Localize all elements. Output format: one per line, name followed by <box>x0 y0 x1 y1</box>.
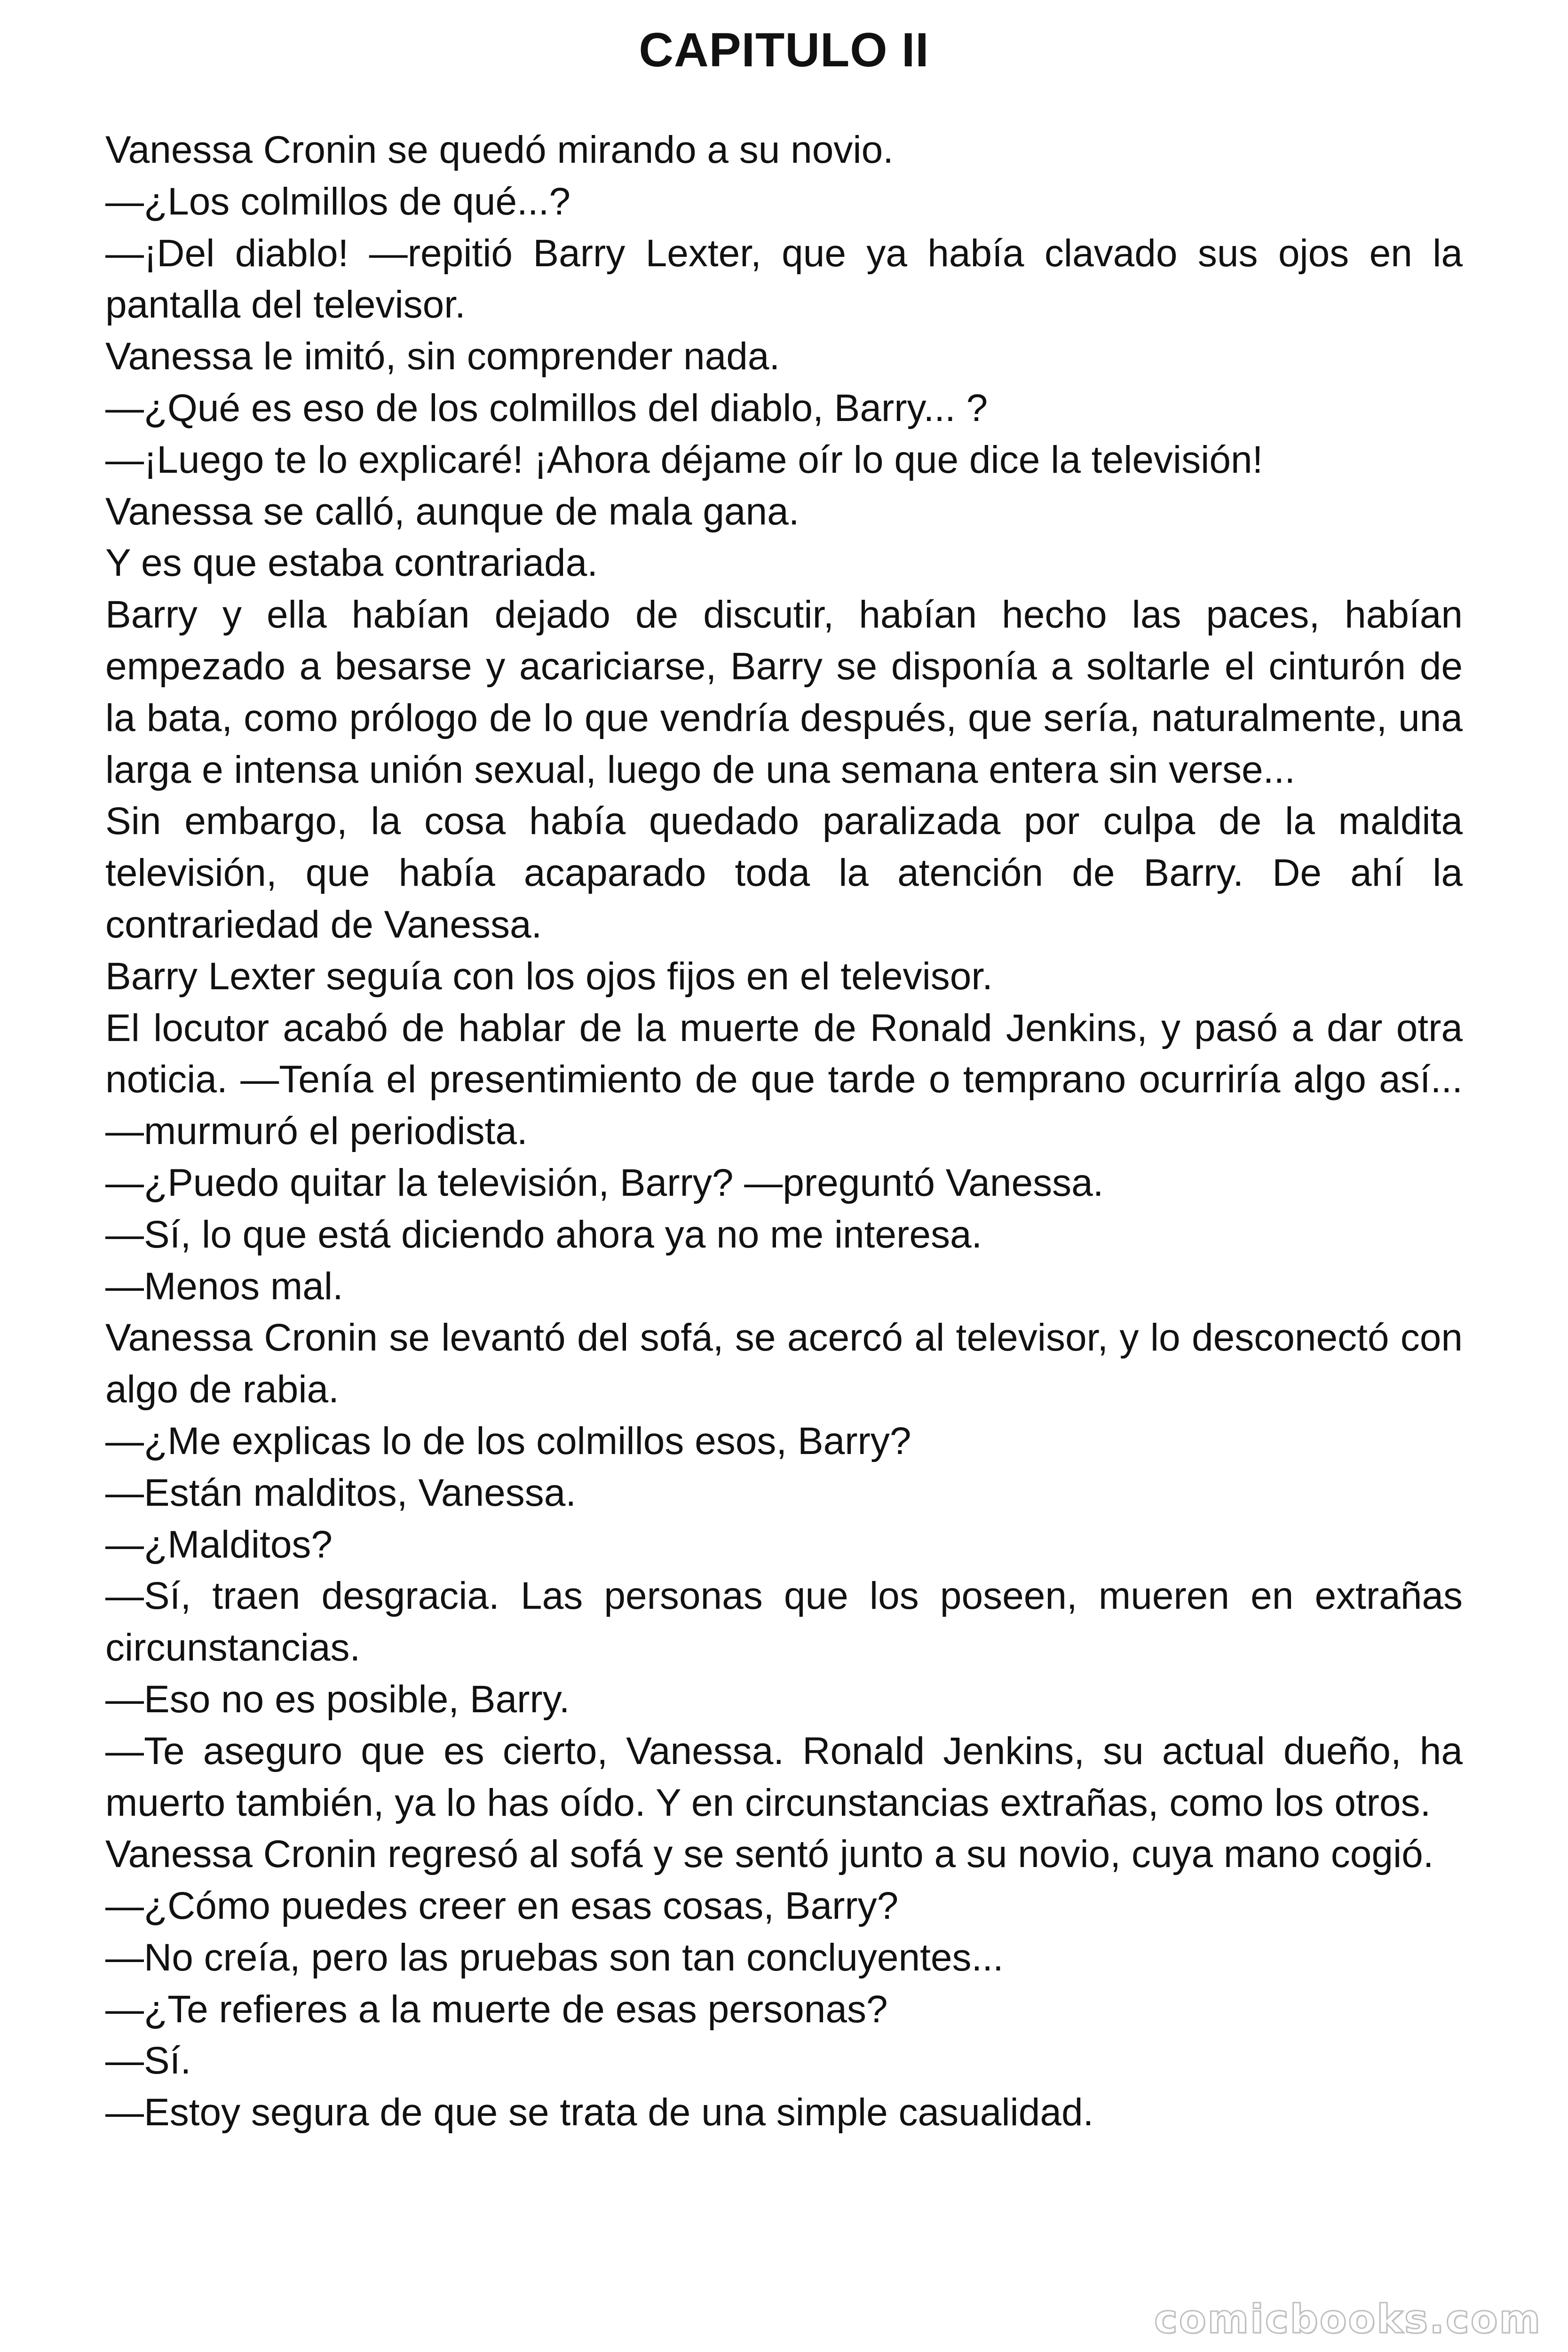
paragraph: Vanessa Cronin regresó al sofá y se sentó junto a su novio, cuya mano cogió. <box>105 1833 1434 1876</box>
paragraph: Y es que estaba contrariada. <box>105 541 598 585</box>
paragraph: —¡Luego te lo explicaré! ¡Ahora déjame oír lo que dice la televisión! <box>105 438 1263 481</box>
paragraph: —Están malditos, Vanessa. <box>105 1471 577 1514</box>
paragraph: —¡Del diablo! —repitió Barry Lexter, que ya había clavado sus ojos en la pantalla del televisor. <box>105 231 1463 326</box>
paragraph: Vanessa le imitó, sin comprender nada. <box>105 335 780 378</box>
body-text <box>105 124 1463 2138</box>
watermark: comicbooks.com <box>1154 2296 1542 2342</box>
paragraph: —¿Te refieres a la muerte de esas personas? <box>105 1987 888 2031</box>
paragraph: —No creía, pero las pruebas son tan concluyentes... <box>105 1936 1004 1979</box>
paragraph: —Sí, lo que está diciendo ahora ya no me interesa. <box>105 1213 982 1256</box>
paragraph: —¿Los colmillos de qué...? <box>105 180 571 223</box>
paragraph: —Estoy segura de que se trata de una simple casualidad. <box>105 2091 1094 2134</box>
paragraph: —Sí, traen desgracia. Las personas que los poseen, mueren en extrañas circunstancias. <box>105 1574 1463 1669</box>
chapter-title: CAPITULO II <box>639 23 929 77</box>
paragraph: —¿Qué es eso de los colmillos del diablo, Barry... ? <box>105 386 988 429</box>
paragraph: —Menos mal. <box>105 1264 343 1308</box>
paragraph: —¿Malditos? <box>105 1523 333 1566</box>
paragraph: Sin embargo, la cosa había quedado paralizada por culpa de la maldita televisión, que había acaparado toda la atención de Barry. De ahí la contrariedad de Vanessa. <box>105 800 1463 946</box>
paragraph: Vanessa se calló, aunque de mala gana. <box>105 490 800 533</box>
paragraph: —¿Cómo puedes creer en esas cosas, Barry? <box>105 1884 899 1928</box>
paragraph: Vanessa Cronin se levantó del sofá, se acercó al televisor, y lo desconectó con algo de rabia. <box>105 1316 1463 1411</box>
paragraph: —¿Me explicas lo de los colmillos esos, Barry? <box>105 1419 911 1462</box>
paragraph: —Sí. <box>105 2039 191 2082</box>
paragraph: Barry y ella habían dejado de discutir, habían hecho las paces, habían empezado a besarse y acariciarse, Barry se disponía a soltarle el cinturón de la bata, como prólogo de lo que vendría después, que sería, naturalmente, una larga e intensa unión sexual, luego de una semana entera sin verse... <box>105 593 1463 791</box>
paragraph: Barry Lexter seguía con los ojos fijos en el televisor. <box>105 954 993 998</box>
paragraph: Vanessa Cronin se quedó mirando a su novio. <box>105 128 894 171</box>
paragraph: —¿Puedo quitar la televisión, Barry? —preguntó Vanessa. <box>105 1161 1104 1204</box>
paragraph: El locutor acabó de hablar de la muerte de Ronald Jenkins, y pasó a dar otra noticia. —Tenía el presentimiento de que tarde o temprano ocurriría algo así... —murmuró el periodista. <box>105 1006 1463 1153</box>
paragraph: —Te aseguro que es cierto, Vanessa. Ronald Jenkins, su actual dueño, ha muerto también, ya lo has oído. Y en circunstancias extrañas, como los otros. <box>105 1729 1463 1824</box>
paragraph: —Eso no es posible, Barry. <box>105 1677 570 1721</box>
